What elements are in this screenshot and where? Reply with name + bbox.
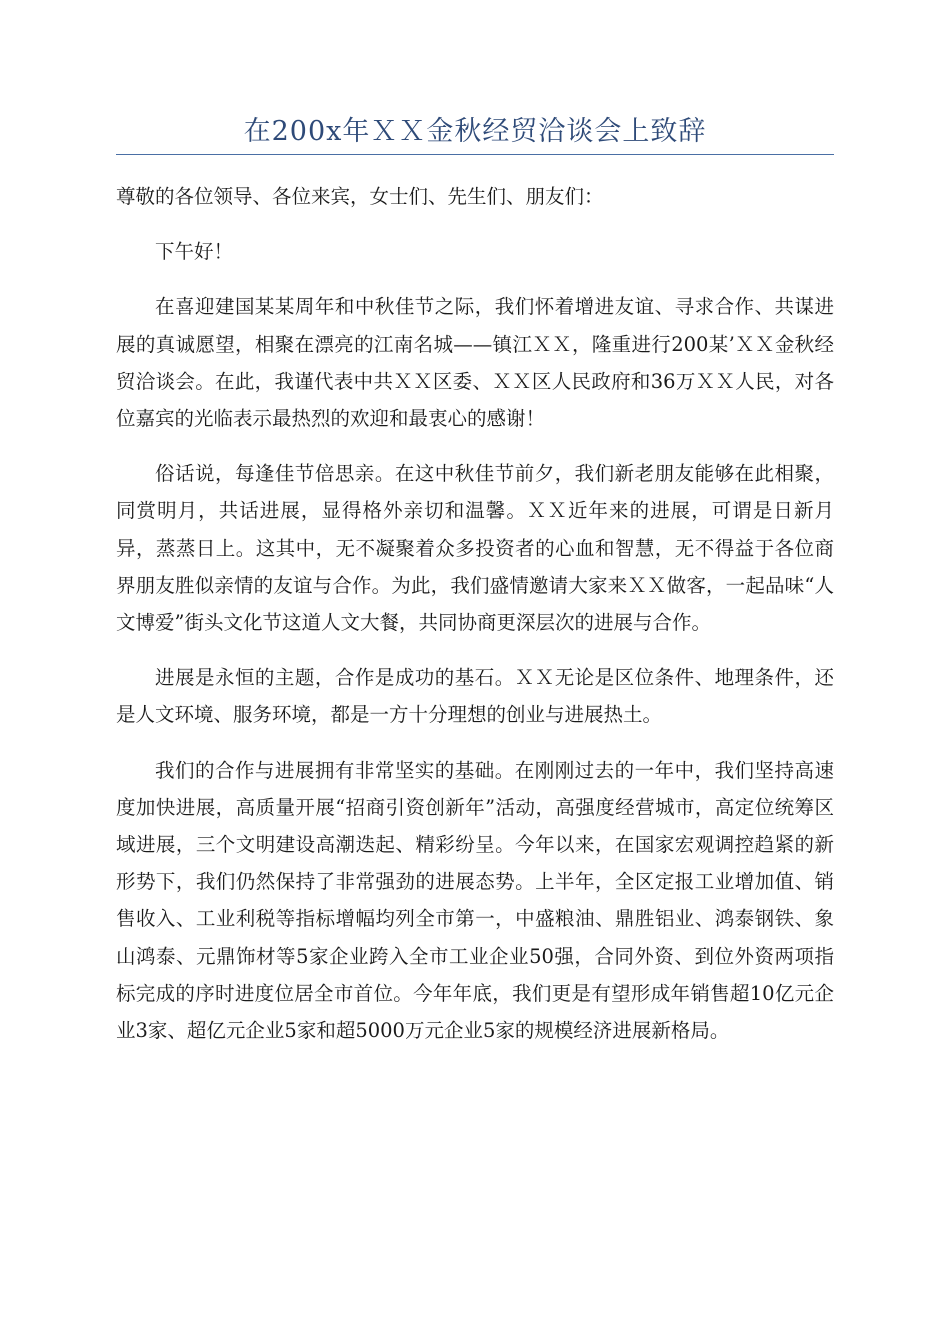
salutation: 尊敬的各位领导、各位来宾，女士们、先生们、朋友们：: [116, 185, 604, 208]
paragraph-greeting: 下午好！: [155, 240, 234, 264]
document-title: 在200x年ＸＸ金秋经贸洽谈会上致辞: [243, 116, 707, 147]
paragraph-welcome: 在喜迎建国某某周年和中秋佳节之际，我们怀着增进友谊、寻求合作、共谋进展的真诚愿望，相聚在漂亮的江南名城——镇江ＸＸ，隆重进行200某’ＸＸ金秋经贸洽谈会。在此，我谨代表中共ＸＸ区委、ＸＸ区人民政府和36万ＸＸ人民，对各位嘉宾的光临表示最热烈的欢迎和最衷心的感谢！: [116, 295, 834, 431]
document-body: [116, 178, 834, 1067]
title-underline: [116, 154, 834, 155]
paragraph-foundation: 我们的合作与进展拥有非常坚实的基础。在刚刚过去的一年中，我们坚持高速度加快进展，高质量开展“招商引资创新年”活动，高强度经营城市，高定位统筹区域进展，三个文明建设高潮迭起、精彩纷呈。今年以来，在国家宏观调控趋紧的新形势下，我们仍然保持了非常强劲的进展态势。上半年，全区定报工业增加值、销售收入、工业利税等指标增幅均列全市第一，中盛粮油、鼎胜铝业、鸿泰钢铁、象山鸿泰、元鼎饰材等5家企业跨入全市工业企业50强，合同外资、到位外资两项指标完成的序时进度位居全市首位。今年年底，我们更是有望形成年销售超10亿元企业3家、超亿元企业5家和超5000万元企业5家的规模经济进展新格局。: [116, 758, 834, 1043]
paragraph-festival: 俗话说，每逢佳节倍思亲。在这中秋佳节前夕，我们新老朋友能够在此相聚，同赏明月，共话进展，显得格外亲切和温馨。ＸＸ近年来的进展，可谓是日新月异，蒸蒸日上。这其中，无不凝聚着众多投资者的心血和智慧，无不得益于各位商界朋友胜似亲情的友谊与合作。为此，我们盛情邀请大家来ＸＸ做客，一起品味“人文博爱”街头文化节这道人文大餐，共同协商更深层次的进展与合作。: [116, 462, 834, 635]
paragraph-theme: 进展是永恒的主题，合作是成功的基石。ＸＸ无论是区位条件、地理条件，还是人文环境、服务环境，都是一方十分理想的创业与进展热土。: [116, 666, 834, 727]
